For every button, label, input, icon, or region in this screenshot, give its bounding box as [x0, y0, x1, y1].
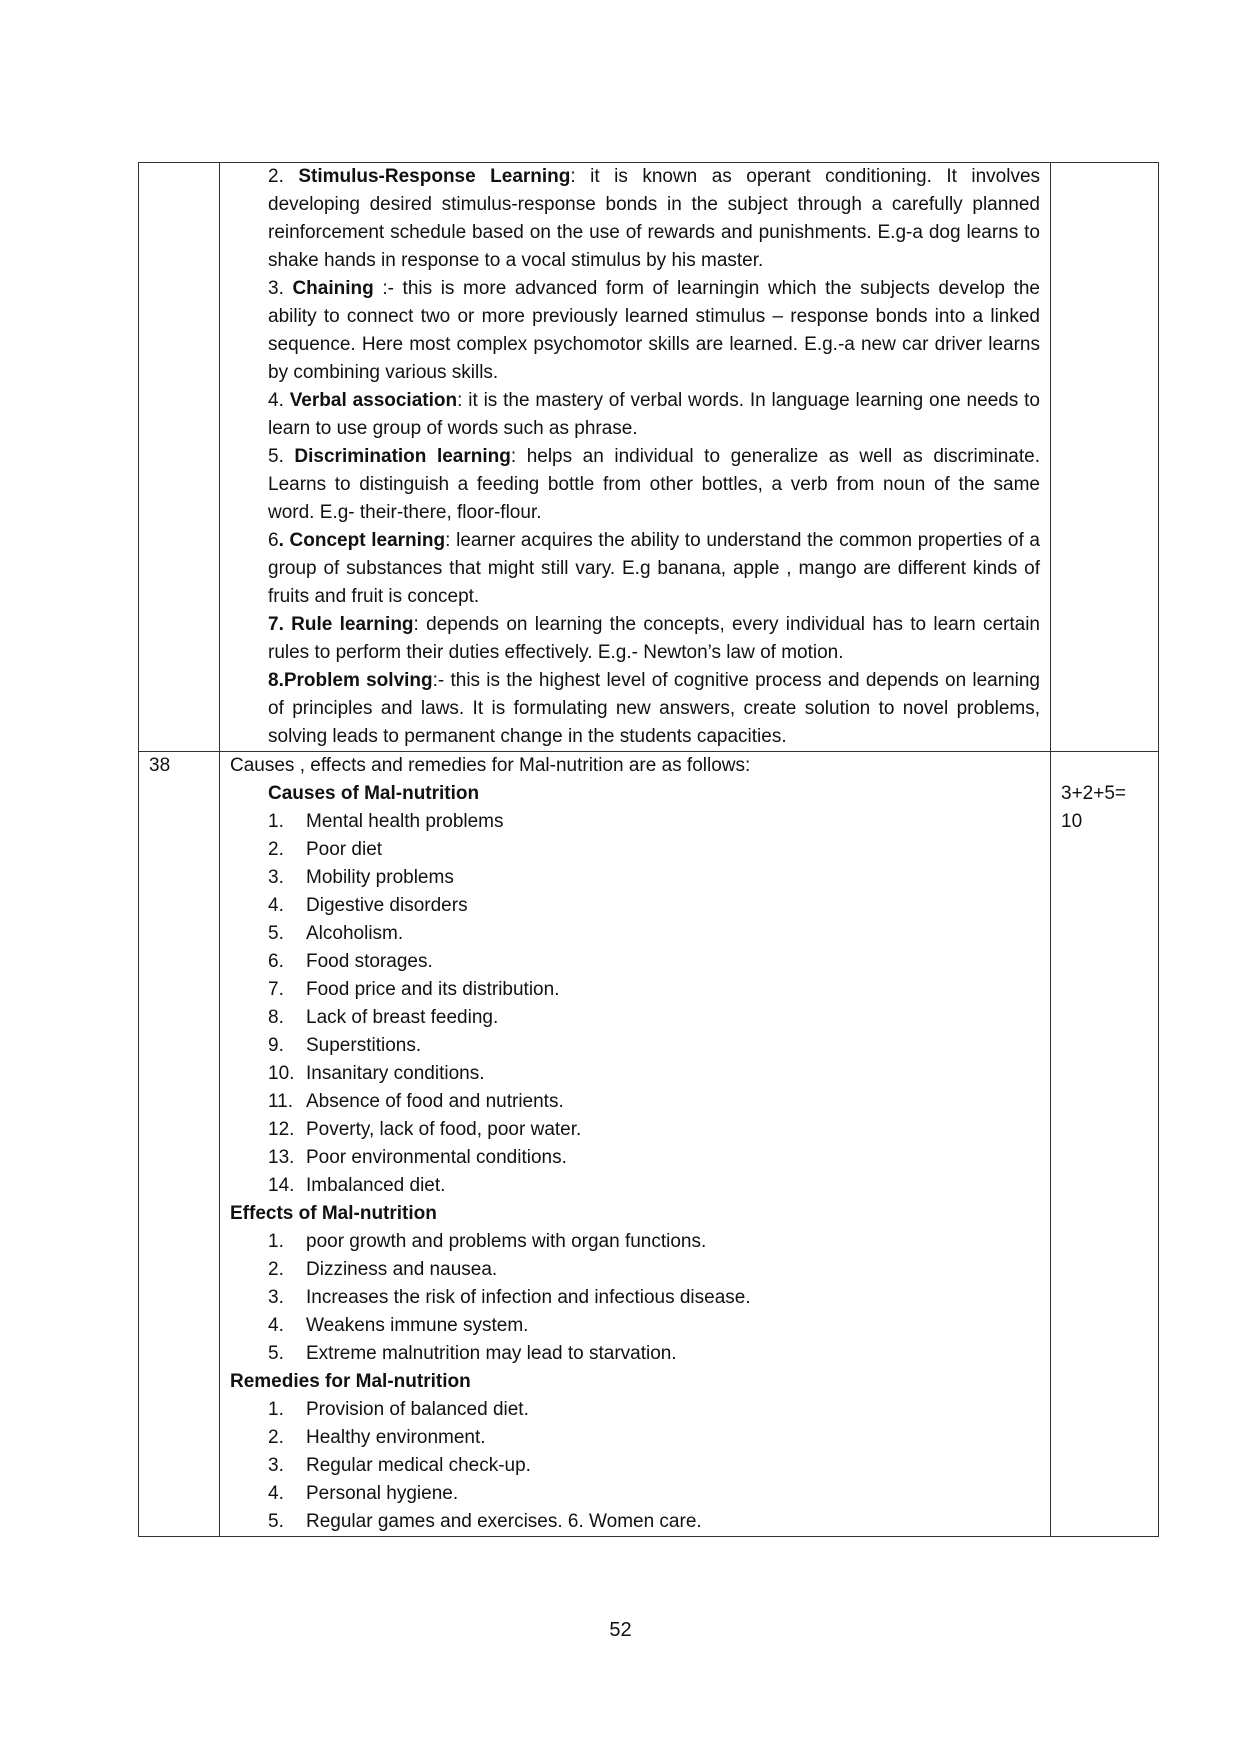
list-item-text: Regular games and exercises. 6. Women care.	[306, 1511, 702, 1532]
marks-cell	[1051, 163, 1159, 752]
list-item-text: Poverty, lack of food, poor water.	[306, 1119, 582, 1140]
learning-type-item: 8.Problem solving:- this is the highest level of cognitive process and depends on learning of principles and laws. It is formulating new answers, create solution to novel problems, solving leads to permanent change in the students capacities.	[268, 670, 1040, 747]
list-item-text: poor growth and problems with organ functions.	[306, 1231, 707, 1252]
list-item-text: Dizziness and nausea.	[306, 1259, 498, 1280]
list-item-text: Food price and its distribution.	[306, 979, 560, 1000]
list-item	[268, 1060, 1040, 1088]
list-item-number: 1.	[268, 1231, 284, 1252]
list-item-text: Food storages.	[306, 951, 433, 972]
list-item-text: Regular medical check-up.	[306, 1455, 531, 1476]
question-number-cell	[139, 163, 220, 752]
list-item	[268, 1312, 1040, 1340]
list-item-number: 6.	[268, 951, 284, 972]
list-item	[268, 1452, 1040, 1480]
list-item-text: Insanitary conditions.	[306, 1063, 485, 1084]
list-item-text: Extreme malnutrition may lead to starvation.	[306, 1343, 677, 1364]
marks-line-2: 10	[1061, 811, 1083, 832]
list-item-text: Mobility problems	[306, 867, 454, 888]
list-item-number: 4.	[268, 895, 284, 916]
list-item-number: 8.	[268, 1007, 284, 1028]
list-item	[268, 1396, 1040, 1424]
list-item-number: 10.	[268, 1063, 295, 1084]
list-item-number: 3.	[268, 1455, 284, 1476]
list-item-number: 12.	[268, 1119, 295, 1140]
learning-type-item: 2. Stimulus-Response Learning: it is known as operant conditioning. It involves developing desired stimulus-response bonds in the subject through a carefully planned reinforcement schedule based on the use of rewards and punishments. E.g-a dog learns to shake hands in response to a vocal stimulus by his master.	[268, 166, 1041, 271]
table-row	[139, 163, 1159, 752]
causes-list	[230, 808, 1040, 1200]
list-item-number: 4.	[268, 1315, 284, 1336]
list-item-number: 5.	[268, 1511, 284, 1532]
learning-type-item: 3. Chaining :- this is more advanced form of learningin which the subjects develop the ability to connect two or more previously learned stimulus – response bonds into a linked sequence. Here most complex psychomotor skills are learned. E.g.-a new car driver learns by combining various skills.	[268, 278, 1041, 383]
list-item-text: Lack of breast feeding.	[306, 1007, 499, 1028]
list-item-text: Healthy environment.	[306, 1427, 486, 1448]
effects-heading: Effects of Mal-nutrition	[230, 1203, 437, 1224]
list-item-text: Personal hygiene.	[306, 1483, 459, 1504]
list-item	[268, 864, 1040, 892]
answer-cell	[220, 163, 1051, 752]
list-item-text: Digestive disorders	[306, 895, 468, 916]
page-number: 52	[609, 1619, 632, 1641]
list-item	[268, 892, 1040, 920]
list-item	[268, 1144, 1040, 1172]
marks-line-1: 3+2+5=	[1061, 783, 1126, 804]
list-item	[268, 1480, 1040, 1508]
list-item	[268, 836, 1040, 864]
list-item-number: 3.	[268, 867, 284, 888]
list-item-text: Provision of balanced diet.	[306, 1399, 529, 1420]
list-item	[268, 1172, 1040, 1200]
list-item-text: Alcoholism.	[306, 923, 404, 944]
remedies-list	[230, 1396, 1040, 1536]
learning-type-item: 7. Rule learning: depends on learning the concepts, every individual has to learn certain rules to perform their duties effectively. E.g.- Newton’s law of motion.	[268, 614, 1040, 663]
list-item	[268, 1116, 1040, 1144]
table-row	[139, 752, 1159, 1537]
list-item	[268, 1032, 1040, 1060]
list-item	[268, 1284, 1040, 1312]
list-item-number: 9.	[268, 1035, 284, 1056]
effects-list	[230, 1228, 1040, 1368]
list-item	[268, 1256, 1040, 1284]
list-item	[268, 976, 1040, 1004]
list-item-number: 13.	[268, 1147, 295, 1168]
list-item-text: Poor environmental conditions.	[306, 1147, 567, 1168]
list-item-text: Poor diet	[306, 839, 383, 860]
list-item	[268, 1088, 1040, 1116]
list-item-number: 4.	[268, 1483, 284, 1504]
list-item-number: 14.	[268, 1175, 295, 1196]
list-item-number: 2.	[268, 1259, 284, 1280]
learning-type-item: 4. Verbal association: it is the mastery of verbal words. In language learning one needs to learn to use group of words such as phrase.	[268, 390, 1040, 439]
question-number-cell	[139, 752, 220, 1537]
list-item-number: 3.	[268, 1287, 284, 1308]
list-item	[268, 1228, 1040, 1256]
list-item-number: 5.	[268, 1343, 284, 1364]
list-item-number: 2.	[268, 1427, 284, 1448]
list-item	[268, 808, 1040, 836]
list-item-number: 11.	[268, 1091, 294, 1112]
list-item-number: 1.	[268, 811, 284, 832]
question-number: 38	[149, 755, 171, 776]
marks-cell	[1051, 752, 1159, 1537]
learning-type-item: 5. Discrimination learning: helps an individual to generalize as well as discriminate. Learns to distinguish a feeding bottle from other bottles, a verb from noun of the same word. E.g- their-there, floor-flour.	[268, 446, 1041, 523]
causes-heading: Causes of Mal-nutrition	[268, 783, 480, 804]
list-item	[268, 1004, 1040, 1032]
list-item-text: Superstitions.	[306, 1035, 422, 1056]
list-item	[268, 1424, 1040, 1452]
list-item-text: Mental health problems	[306, 811, 504, 832]
list-item-number: 1.	[268, 1399, 284, 1420]
answer-table	[138, 162, 1159, 1537]
list-item-number: 5.	[268, 923, 284, 944]
list-item	[268, 920, 1040, 948]
list-item-number: 7.	[268, 979, 284, 1000]
list-item	[268, 1508, 1040, 1536]
answer-intro: Causes , effects and remedies for Mal-nutrition are as follows:	[230, 755, 751, 776]
list-item-number: 2.	[268, 839, 284, 860]
learning-types-list	[230, 163, 1040, 751]
answer-table-container	[138, 162, 1158, 1537]
learning-type-item: 6. Concept learning: learner acquires the ability to understand the common properties of a group of substances that might still vary. E.g banana, apple , mango are different kinds of fruits and fruit is concept.	[268, 530, 1040, 607]
list-item-text: Increases the risk of infection and infectious disease.	[306, 1287, 751, 1308]
list-item-text: Absence of food and nutrients.	[306, 1091, 564, 1112]
list-item	[268, 1340, 1040, 1368]
list-item	[268, 948, 1040, 976]
list-item-text: Imbalanced diet.	[306, 1175, 446, 1196]
answer-cell	[220, 752, 1051, 1537]
remedies-heading: Remedies for Mal-nutrition	[230, 1371, 471, 1392]
list-item-text: Weakens immune system.	[306, 1315, 529, 1336]
